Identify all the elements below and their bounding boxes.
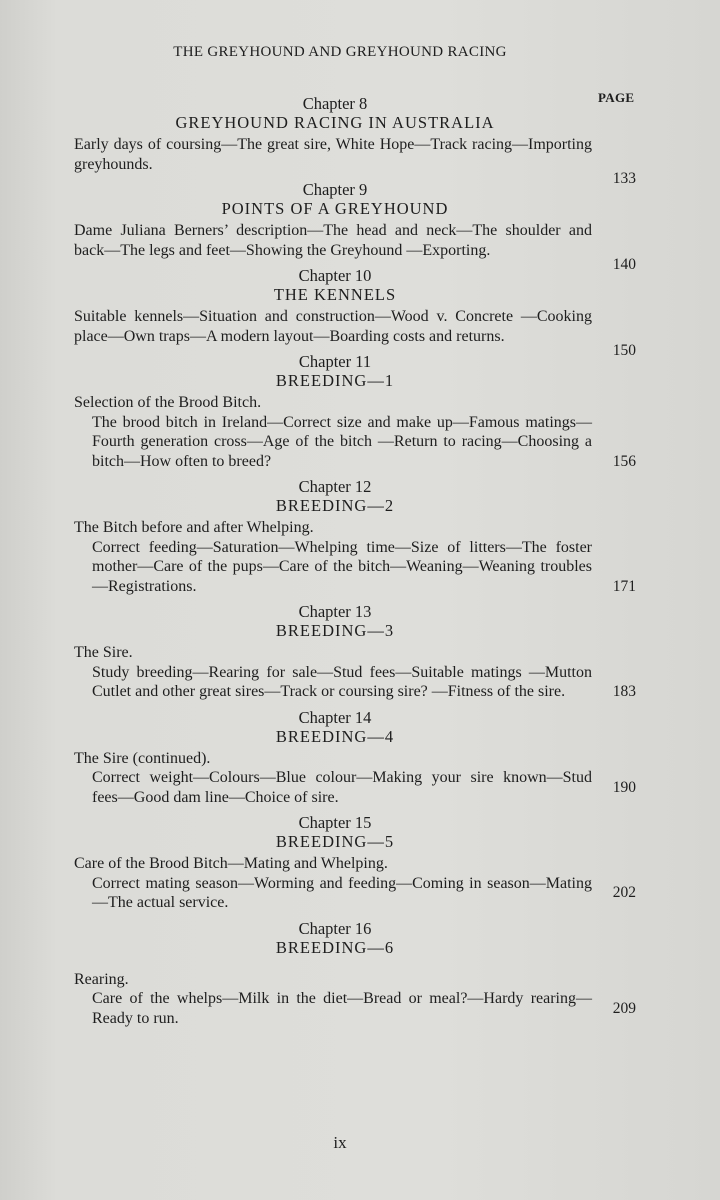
chapter-heading: The Sire (continued). [74, 749, 211, 767]
page-number: 133 [612, 169, 636, 187]
chapter-title: BREEDING—5 [275, 832, 395, 851]
chapter-title: GREYHOUND RACING IN AUSTRALIA [175, 113, 495, 132]
page-column-label: PAGE [598, 90, 635, 105]
running-head: THE GREYHOUND AND GREYHOUND RACING [173, 44, 507, 60]
page-number: 156 [612, 452, 636, 470]
chapter-summary: Early days of coursing—The great sire, White Hope—Track racing—Importing greyhounds. [74, 136, 592, 173]
chapter-title: THE KENNELS [273, 285, 397, 304]
chapter-body [74, 307, 636, 359]
chapter-title: BREEDING—2 [275, 496, 395, 515]
toc-chapter-9 [74, 180, 636, 273]
table-of-contents [74, 94, 636, 1034]
toc-chapter-14 [74, 708, 636, 808]
chapter-number: Chapter 15 [298, 813, 372, 832]
chapter-summary: Suitable kennels—Situation and construction—Wood v. Concrete —Cooking place—Own traps—A modern layout—Boarding costs and returns. [74, 308, 592, 345]
chapter-body [74, 749, 636, 808]
page-number: 171 [612, 577, 636, 595]
chapter-summary: Study breeding—Rearing for sale—Stud fees—Suitable matings —Mutton Cutlet and other great sires—Track or coursing sire? —Fitness of the sire. [92, 663, 592, 700]
chapter-body [74, 518, 636, 596]
chapter-number: Chapter 13 [298, 602, 372, 621]
chapter-body [74, 135, 636, 187]
page-number: 150 [612, 341, 636, 359]
chapter-number: Chapter 16 [298, 918, 372, 938]
toc-chapter-15 [74, 813, 636, 913]
chapter-number: Chapter 11 [298, 352, 372, 371]
chapter-title: BREEDING—1 [275, 371, 395, 390]
page-number: 190 [612, 778, 636, 796]
chapter-summary: Correct feeding—Saturation—Whelping time—Size of litters—The foster mother—Care of the pups—Care of the bitch—Weaning—Weaning troubles—Registrations. [92, 538, 592, 595]
chapter-heading: Rearing. [74, 970, 129, 988]
page-number: 202 [612, 884, 636, 901]
chapter-body [74, 854, 636, 913]
chapter-heading: The Bitch before and after Whelping. [74, 519, 314, 536]
chapter-body [74, 643, 636, 702]
toc-chapter-13 [74, 602, 636, 702]
chapter-heading: Care of the Brood Bitch—Mating and Whelping. [74, 855, 388, 872]
toc-chapter-12 [74, 477, 636, 596]
chapter-title: POINTS OF A GREYHOUND [221, 199, 449, 218]
chapter-summary: Care of the whelps—Milk in the diet—Bread or meal?—Hardy rearing—Ready to run. [92, 990, 592, 1027]
chapter-number: Chapter 8 [302, 94, 368, 113]
chapter-number: Chapter 9 [302, 180, 368, 199]
page-number: 183 [612, 683, 636, 700]
page-number: 140 [612, 255, 636, 273]
toc-chapter-10 [74, 266, 636, 359]
page-number: 209 [612, 999, 636, 1017]
chapter-title: BREEDING—3 [275, 621, 395, 640]
chapter-heading: Selection of the Brood Bitch. [74, 394, 262, 411]
chapter-summary: Correct mating season—Worming and feeding—Coming in season—Mating—The actual service. [92, 874, 592, 911]
chapter-number: Chapter 12 [298, 477, 372, 496]
chapter-body [74, 393, 636, 471]
toc-chapter-8 [74, 94, 636, 187]
chapter-title: BREEDING—6 [275, 937, 395, 957]
chapter-body [74, 221, 636, 273]
chapter-heading: The Sire. [74, 644, 133, 661]
toc-chapter-11 [74, 352, 636, 471]
chapter-body [74, 970, 636, 1029]
chapter-summary: The brood bitch in Ireland—Correct size and make up—Famous matings—Fourth generation cross—Age of the bitch —Return to racing—Choosing a bitch—How often to breed? [92, 413, 592, 470]
chapter-summary: Correct weight—Colours—Blue colour—Making your sire known—Stud fees—Good dam line—Choice of sire. [92, 769, 592, 806]
chapter-number: Chapter 10 [298, 266, 372, 285]
toc-chapter-16 [74, 919, 636, 1029]
chapter-number: Chapter 14 [298, 707, 372, 727]
chapter-summary: Dame Juliana Berners’ description—The head and neck—The shoulder and back—The legs and feet—Showing the Greyhound —Exporting. [74, 222, 592, 259]
page-folio: ix [333, 1133, 347, 1152]
chapter-title: BREEDING—4 [275, 726, 395, 746]
